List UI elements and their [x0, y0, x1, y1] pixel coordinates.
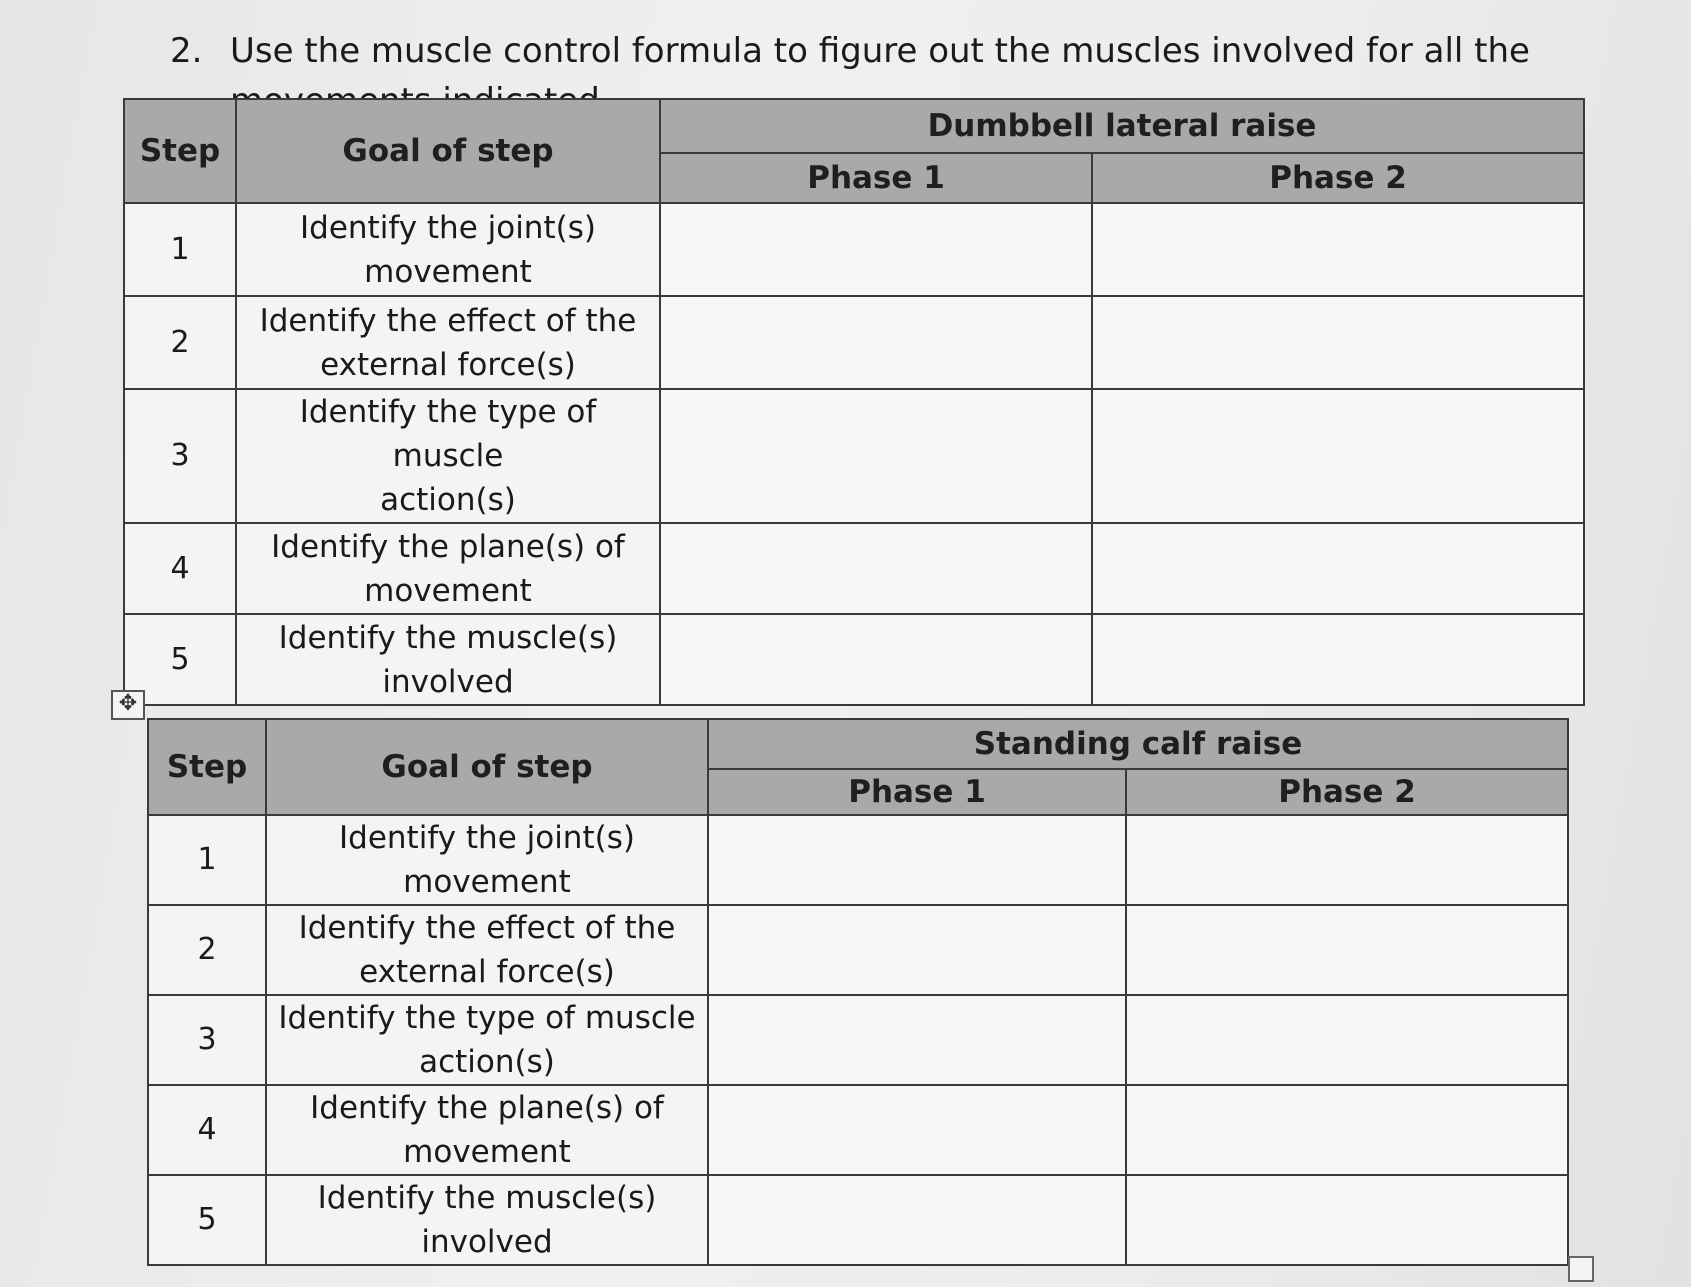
goal-line: movement — [364, 572, 532, 609]
goal-cell — [266, 905, 708, 995]
table-row — [148, 1175, 1568, 1265]
goal-cell — [236, 296, 660, 389]
step-number: 3 — [124, 389, 236, 523]
header-phase-1: Phase 1 — [708, 769, 1126, 815]
goal-line: Identify the type of muscle — [299, 394, 597, 474]
step-number: 5 — [124, 614, 236, 705]
phase-1-cell[interactable] — [660, 296, 1092, 389]
header-step: Step — [124, 99, 236, 203]
goal-cell — [236, 614, 660, 705]
table-row — [148, 905, 1568, 995]
step-number: 2 — [148, 905, 266, 995]
step-number: 4 — [124, 523, 236, 614]
header-phase-2: Phase 2 — [1092, 153, 1584, 203]
phase-2-cell[interactable] — [1126, 815, 1568, 905]
phase-2-cell[interactable] — [1092, 296, 1584, 389]
step-number: 4 — [148, 1085, 266, 1175]
table-row — [124, 296, 1584, 389]
goal-line: movement — [364, 253, 532, 290]
phase-1-cell[interactable] — [660, 389, 1092, 523]
phase-1-cell[interactable] — [660, 614, 1092, 705]
phase-1-cell[interactable] — [708, 905, 1126, 995]
phase-2-cell[interactable] — [1126, 1085, 1568, 1175]
phase-2-cell[interactable] — [1092, 523, 1584, 614]
goal-cell — [236, 389, 660, 523]
question-number: 2. — [170, 31, 203, 71]
header-goal: Goal of step — [236, 99, 660, 203]
header-exercise: Dumbbell lateral raise — [660, 99, 1584, 153]
resize-square-icon[interactable] — [1568, 1256, 1594, 1282]
goal-cell — [236, 523, 660, 614]
goal-line: Identify the plane(s) of — [271, 528, 625, 565]
table-dumbbell-lateral-raise — [123, 98, 1585, 706]
phase-1-cell[interactable] — [708, 995, 1126, 1085]
table-row — [148, 815, 1568, 905]
table-row — [124, 523, 1584, 614]
question-line-1-text: Use the muscle control formula to figure out the muscles involved for all the — [230, 31, 1530, 71]
goal-cell — [266, 815, 708, 905]
table-row — [148, 995, 1568, 1085]
phase-2-cell[interactable] — [1126, 905, 1568, 995]
table-row — [148, 1085, 1568, 1175]
goal-cell — [266, 995, 708, 1085]
phase-2-cell[interactable] — [1126, 1175, 1568, 1265]
step-number: 3 — [148, 995, 266, 1085]
phase-2-cell[interactable] — [1092, 203, 1584, 296]
goal-line: Identify the joint(s) — [300, 209, 596, 246]
phase-2-cell[interactable] — [1092, 389, 1584, 523]
step-number: 5 — [148, 1175, 266, 1265]
phase-1-cell[interactable] — [708, 1175, 1126, 1265]
goal-line: external force(s) — [359, 954, 615, 990]
phase-2-cell[interactable] — [1092, 614, 1584, 705]
goal-line: action(s) — [380, 482, 516, 518]
header-step: Step — [148, 719, 266, 815]
goal-line: action(s) — [419, 1044, 555, 1080]
step-number: 1 — [148, 815, 266, 905]
phase-1-cell[interactable] — [660, 203, 1092, 296]
goal-line: movement — [403, 1134, 571, 1170]
header-goal: Goal of step — [266, 719, 708, 815]
goal-line: Identify the effect of the — [259, 302, 637, 339]
header-phase-2: Phase 2 — [1126, 769, 1568, 815]
step-number: 1 — [124, 203, 236, 296]
table-standing-calf-raise — [147, 718, 1569, 1266]
step-number: 2 — [124, 296, 236, 389]
goal-cell — [236, 203, 660, 296]
table-row — [124, 614, 1584, 705]
header-exercise: Standing calf raise — [708, 719, 1568, 769]
goal-cell — [266, 1085, 708, 1175]
goal-line: movement — [403, 864, 571, 900]
goal-cell — [266, 1175, 708, 1265]
table-row — [124, 389, 1584, 523]
header-phase-1: Phase 1 — [660, 153, 1092, 203]
move-arrows-icon[interactable]: ✥ — [111, 690, 145, 720]
table-row — [124, 203, 1584, 296]
question-line-1 — [170, 26, 1620, 76]
goal-line: involved — [421, 1224, 553, 1260]
goal-line: Identify the effect of the — [298, 910, 676, 946]
goal-line: Identify the muscle(s) — [317, 1180, 657, 1216]
phase-1-cell[interactable] — [708, 815, 1126, 905]
goal-line: Identify the joint(s) — [339, 820, 635, 856]
goal-line: Identify the plane(s) of — [310, 1090, 664, 1126]
phase-1-cell[interactable] — [708, 1085, 1126, 1175]
goal-line: Identify the type of muscle — [278, 1000, 696, 1036]
phase-2-cell[interactable] — [1126, 995, 1568, 1085]
goal-line: Identify the muscle(s) — [278, 619, 618, 656]
goal-line: external force(s) — [320, 346, 576, 383]
phase-1-cell[interactable] — [660, 523, 1092, 614]
goal-line: involved — [382, 663, 514, 700]
